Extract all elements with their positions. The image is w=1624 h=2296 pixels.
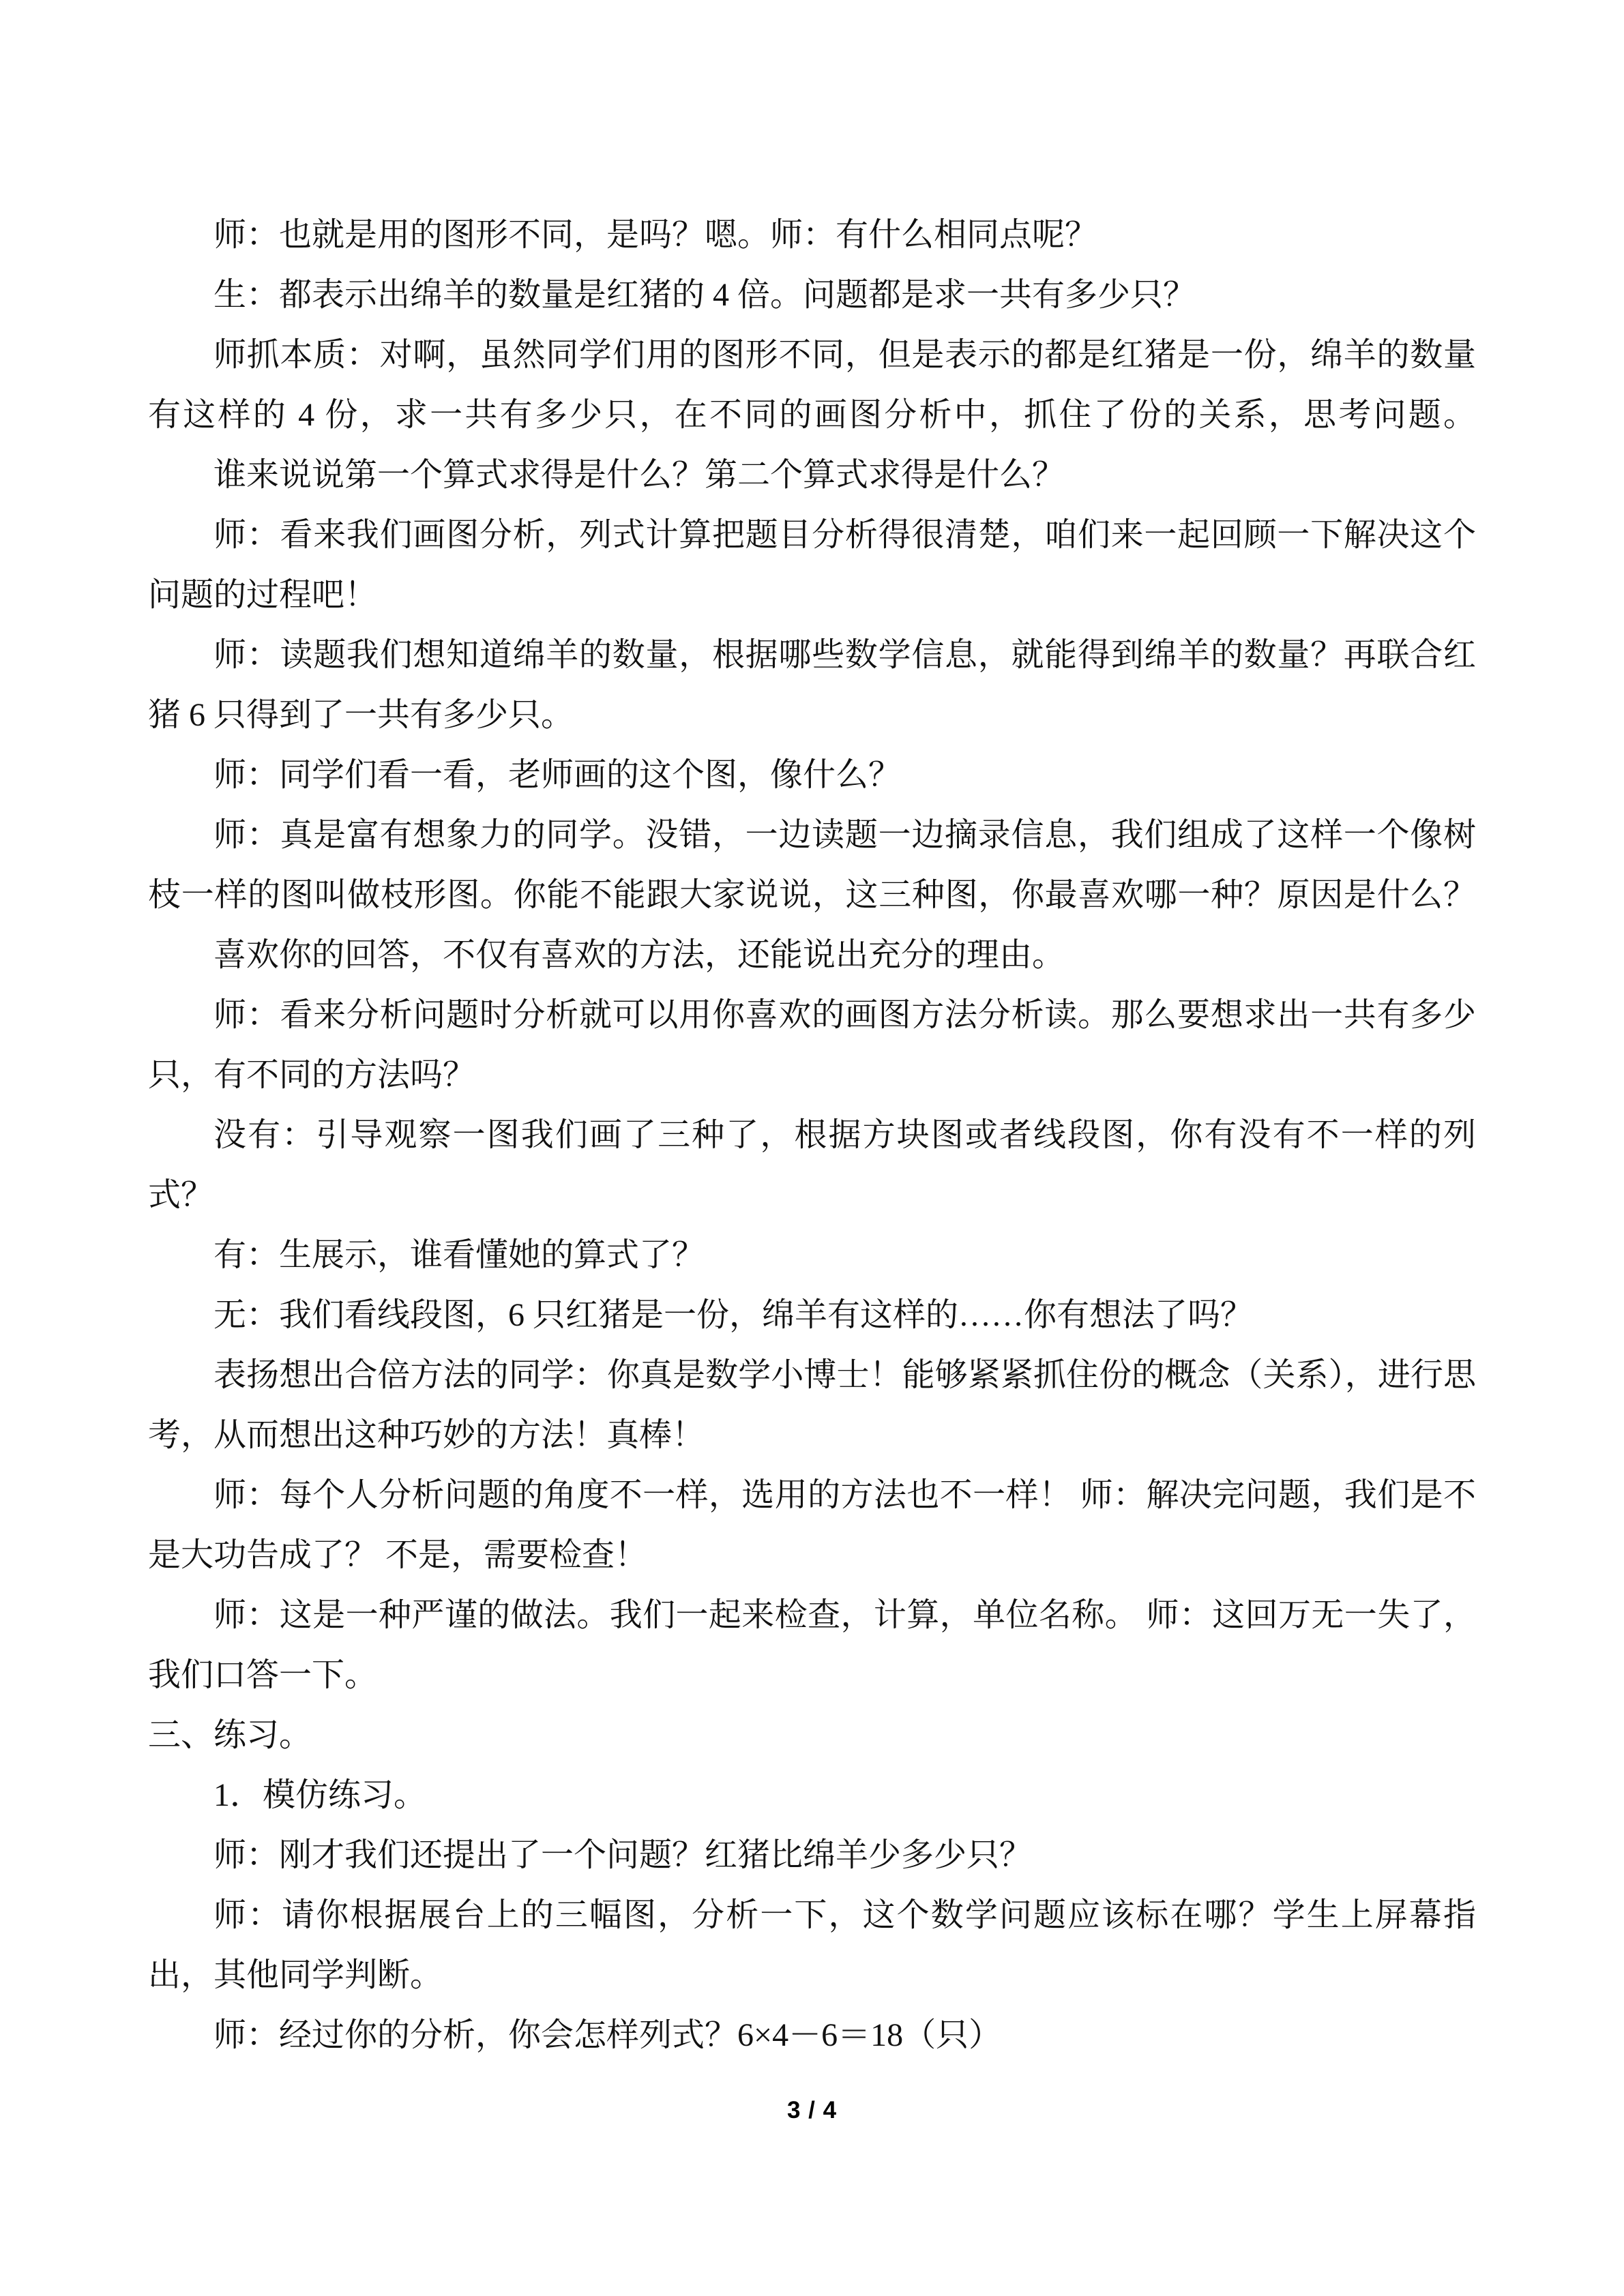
document-body-text	[148, 205, 1476, 2066]
text-line: 三、练习。	[148, 1717, 312, 1753]
text-line: 出，其他同学判断。	[148, 1957, 443, 1993]
text-line: 喜欢你的回答，不仅有喜欢的方法，还能说出充分的理由。	[213, 937, 1065, 973]
text-line: 师：真是富有想象力的同学。没错，一边读题一边摘录信息，我们组成了这样一个像树	[213, 817, 1476, 853]
text-line: 有这样的 4 份，求一共有多少只，在不同的画图分析中，抓住了份的关系，思考问题。	[148, 397, 1476, 433]
text-line: 师：读题我们想知道绵羊的数量，根据哪些数学信息，就能得到绵羊的数量？再联合红	[213, 637, 1476, 673]
text-line: 师：经过你的分析，你会怎样列式？6×4－6＝18（只）	[213, 2017, 1002, 2053]
text-line: 表扬想出合倍方法的同学：你真是数学小博士！能够紧紧抓住份的概念（关系），进行思	[213, 1357, 1476, 1393]
text-line: 枝一样的图叫做枝形图。你能不能跟大家说说，这三种图，你最喜欢哪一种？原因是什么？	[148, 877, 1476, 913]
text-line: 师抓本质：对啊，虽然同学们用的图形不同，但是表示的都是红猪是一份，绵羊的数量	[213, 337, 1476, 373]
text-line: 师：刚才我们还提出了一个问题？红猪比绵羊少多少只？	[213, 1837, 1033, 1873]
text-line: 无：我们看线段图，6 只红猪是一份，绵羊有这样的……你有想法了吗？	[213, 1297, 1254, 1333]
text-line: 师：请你根据展台上的三幅图，分析一下，这个数学问题应该标在哪？学生上屏幕指	[213, 1897, 1476, 1933]
text-line: 只，有不同的方法吗？	[148, 1057, 476, 1093]
text-line: 生：都表示出绵羊的数量是红猪的 4 倍。问题都是求一共有多少只？	[213, 277, 1196, 313]
text-line: 式？	[148, 1177, 214, 1213]
text-line: 师：看来分析问题时分析就可以用你喜欢的画图方法分析读。那么要想求出一共有多少	[213, 997, 1476, 1033]
text-line: 有：生展示，谁看懂她的算式了？	[213, 1237, 705, 1273]
text-line: 猪 6 只得到了一共有多少只。	[148, 697, 574, 733]
text-line: 师：看来我们画图分析，列式计算把题目分析得很清楚，咱们来一起回顾一下解决这个	[213, 517, 1476, 553]
text-line: 师：同学们看一看，老师画的这个图，像什么？	[213, 757, 902, 793]
text-line: 没有：引导观察一图我们画了三种了，根据方块图或者线段图，你有没有不一样的列	[213, 1117, 1476, 1153]
text-line: 师：每个人分析问题的角度不一样，选用的方法也不一样！ 师：解决完问题，我们是不	[213, 1477, 1476, 1513]
page-number: 3 / 4	[786, 2097, 838, 2123]
text-line: 我们口答一下。	[148, 1657, 378, 1693]
text-line: 谁来说说第一个算式求得是什么？第二个算式求得是什么？	[213, 457, 1065, 493]
text-line: 问题的过程吧！	[148, 577, 378, 613]
text-line: 1．模仿练习。	[213, 1777, 427, 1813]
text-line: 是大功告成了？ 不是，需要检查！	[148, 1537, 648, 1573]
text-line: 师：这是一种严谨的做法。我们一起来检查，计算，单位名称。 师：这回万无一失了，	[213, 1597, 1476, 1633]
text-line: 师：也就是用的图形不同，是吗？嗯。师：有什么相同点呢？	[213, 217, 1098, 253]
text-line: 考，从而想出这种巧妙的方法！真棒！	[148, 1417, 705, 1453]
